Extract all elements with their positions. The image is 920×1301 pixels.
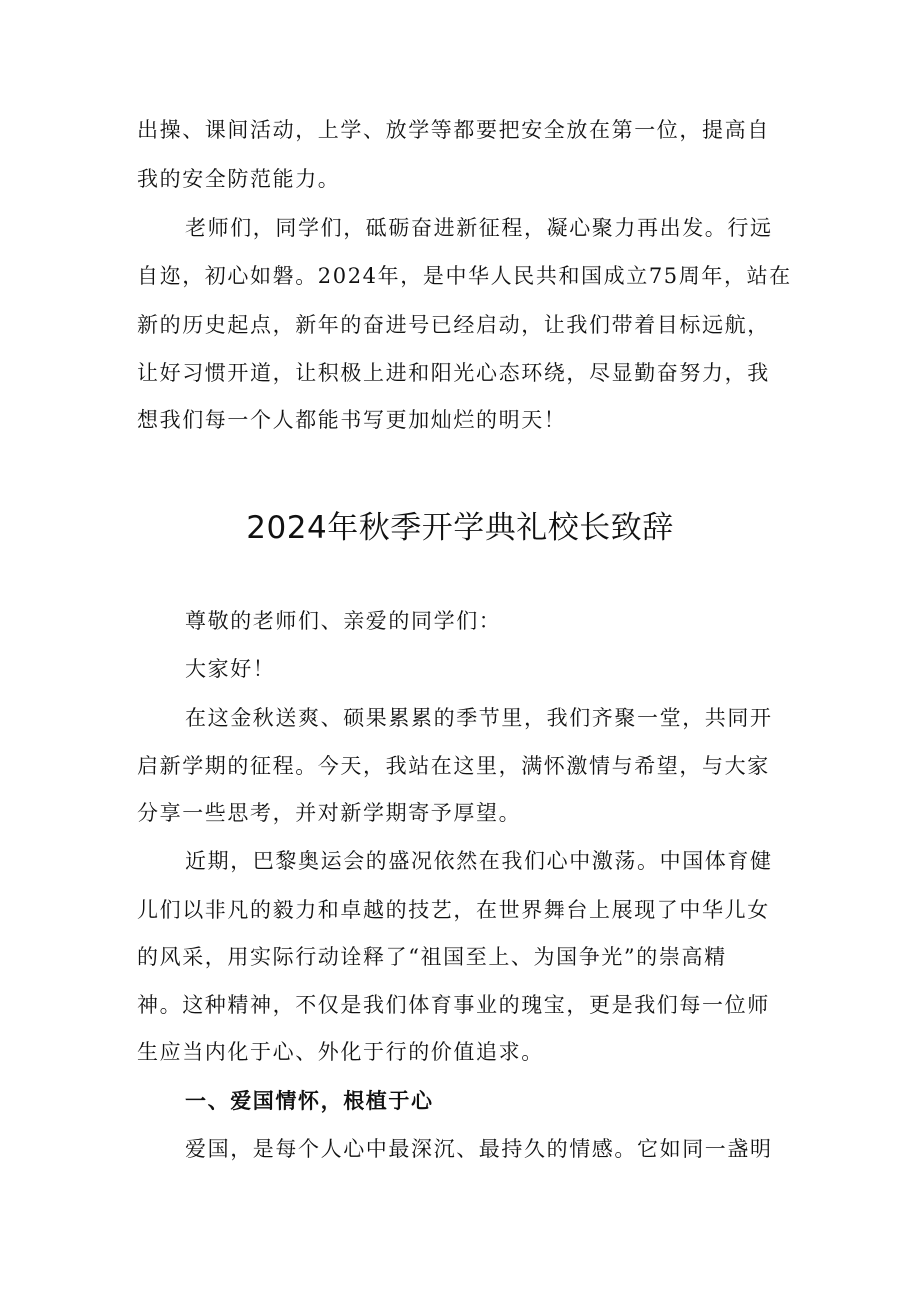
paragraph-line: 出操、课间活动，上学、放学等都要把安全放在第一位，提高自 [137, 118, 770, 142]
salutation: 尊敬的老师们、亲爱的同学们： [185, 609, 502, 633]
paragraph-line: 想我们每一个人都能书写更加灿烂的明天！ [137, 408, 567, 432]
paragraph-line: 爱国，是每个人心中最深沉、最持久的情感。它如同一盏明 [185, 1137, 773, 1161]
speech-title: 2024年秋季开学典礼校长致辞 [246, 510, 674, 546]
paragraph-line: 神。这种精神，不仅是我们体育事业的瑰宝，更是我们每一位师 [137, 993, 770, 1017]
paragraph-line: 分享一些思考，并对新学期寄予厚望。 [137, 801, 522, 825]
paragraph-line: 让好习惯开道，让积极上进和阳光心态环绕，尽显勤奋努力，我 [137, 361, 770, 385]
paragraph-line: 我的安全防范能力。 [137, 167, 341, 191]
paragraph-line: 启新学期的征程。今天，我站在这里，满怀激情与希望，与大家 [137, 754, 770, 778]
paragraph-line: 在这金秋送爽、硕果累累的季节里，我们齐聚一堂，共同开 [185, 706, 773, 730]
paragraph-line: 近期，巴黎奥运会的盛况依然在我们心中激荡。中国体育健 [185, 849, 773, 873]
paragraph-line: 的风采，用实际行动诠释了“祖国至上、为国争光”的崇高精 [137, 945, 727, 969]
greeting: 大家好！ [185, 657, 276, 681]
paragraph-line: 儿们以非凡的毅力和卓越的技艺，在世界舞台上展现了中华儿女 [137, 898, 770, 922]
section-heading: 一、爱国情怀，根植于心 [185, 1088, 434, 1113]
paragraph-line: 新的历史起点，新年的奋进号已经启动，让我们带着目标远航， [137, 313, 770, 337]
paragraph-line: 生应当内化于心、外化于行的价值追求。 [137, 1040, 544, 1064]
paragraph-line: 自迩，初心如磐。2024年，是中华人民共和国成立75周年，站在 [137, 264, 792, 288]
paragraph-line: 老师们，同学们，砥砺奋进新征程，凝心聚力再出发。行远 [185, 216, 773, 240]
